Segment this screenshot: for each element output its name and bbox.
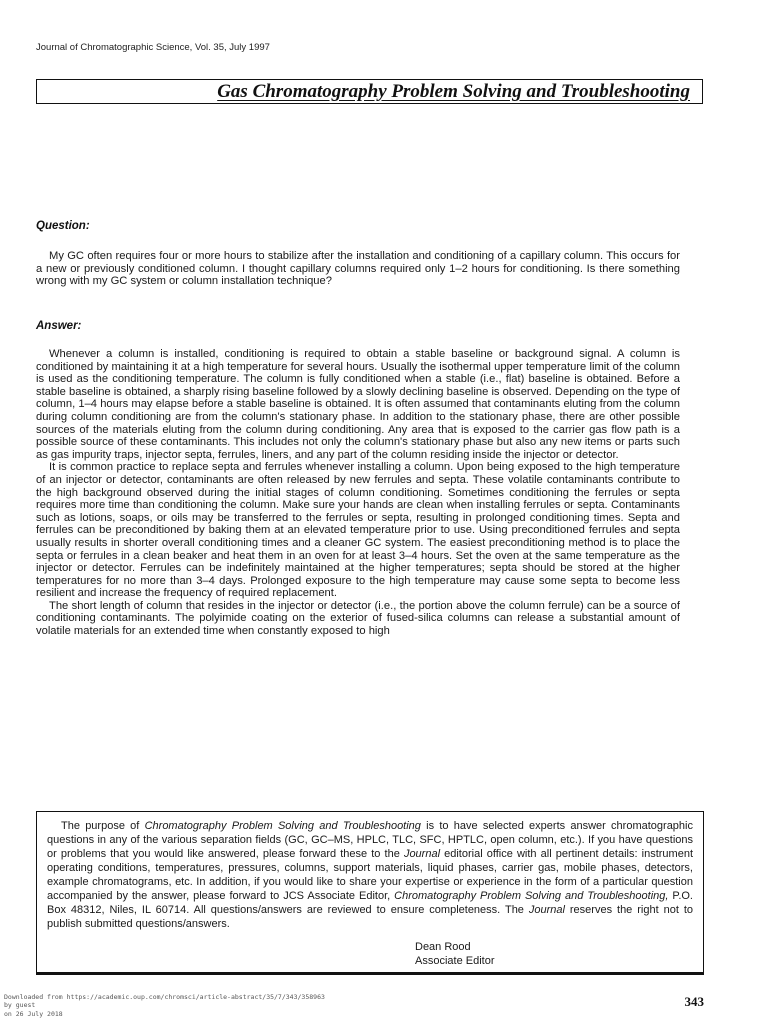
question-heading: Question: xyxy=(36,220,90,232)
answer-heading: Answer: xyxy=(36,320,82,332)
note-italic-segment: Chromatography Problem Solving and Troubleshooting xyxy=(144,820,421,832)
editor-name: Dean Rood xyxy=(415,941,471,953)
editorial-note-box xyxy=(36,811,704,975)
answer-paragraph-1: Whenever a column is installed, conditioning is required to obtain a stable baseline or background signal. A column is conditioned by maintaining it at a high temperature for several hours. Usually the isothermal upper temperature limit of the column is used as the conditioning temperature. The column is fully conditioned when a stable (i.e., flat) baseline is obtained. Before a stable baseline is obtained, a sharply rising baseline followed by a slowly declining baseline is observed. Depending on the type of column, 1–4 hours may elapse before a stable baseline is obtained. It is often assumed that contaminants eluting from the column during column conditioning are from the column's stationary phase. In addition to the stationary phase, there are other possible sources of the materials eluting from the column during conditioning. Any area that is exposed to the carrier gas flow path is a possible source of these contaminants. This includes not only the column's stationary phase but also any new items or parts such as gas impurity traps, injector septa, ferrules, liners, and any part of the column residing inside the injector or detector. xyxy=(36,348,680,461)
note-text-segment: P.O. Box 48312, Niles, IL 60714. All questions/answers are reviewed to ensure completeness. The xyxy=(47,890,693,916)
answer-paragraph-3: The short length of column that resides in the injector or detector (i.e., the portion above the column ferrule) can be a source of conditioning contaminants. The polyimide coating on the exterior of fused-silica columns can release a substantial amount of volatile materials for an extended time when constantly exposed to high xyxy=(36,599,680,638)
answer-body xyxy=(36,348,680,638)
page-number: 343 xyxy=(684,994,704,1009)
note-text-segment: reserves the right not to publish submitted questions/answers. xyxy=(47,904,693,930)
note-italic-segment: Chromatography Problem Solving and Troubleshooting, xyxy=(394,890,669,902)
article-title: Gas Chromatography Problem Solving and Troubleshooting xyxy=(217,81,690,102)
editorial-note-text xyxy=(47,819,693,931)
download-line: Downloaded from https://academic.oup.com/chromsci/article-abstract/35/7/343/358963 xyxy=(4,993,325,1001)
note-italic-segment: Journal xyxy=(528,904,565,916)
question-paragraph: My GC often requires four or more hours to stabilize after the installation and conditioning of a capillary column. This occurs for a new or previously conditioned column. I thought capillary columns required only 1–2 hours for conditioning. Is there something wrong with my GC system or column installation technique? xyxy=(36,250,680,288)
editor-title: Associate Editor xyxy=(415,955,495,967)
download-line: by guest xyxy=(4,1001,36,1010)
question-body xyxy=(36,250,680,288)
title-box xyxy=(36,79,703,104)
journal-header: Journal of Chromatographic Science, Vol. 35, July 1997 xyxy=(36,42,270,53)
answer-paragraph-2: It is common practice to replace septa and ferrules whenever installing a column. Upon being exposed to the high temperature of an injector or detector, contaminants are often released by new ferrules and septa. These volatile contaminants contribute to the high background observed during the initial stages of column conditioning. Sometimes conditioning the ferrules or septa requires more time than conditioning the column. Make sure your hands are clean when installing ferrules or septa. Contaminants such as lotions, soaps, or oils may be transferred to the ferrules or septa, resulting in prolonged conditioning times. Septa and ferrules can be preconditioned by baking them at an elevated temperature prior to use. Using preconditioned ferrules and septa usually results in shorter overall conditioning times and a cleaner GC system. The easiest preconditioning method is to place the septa or ferrules in a clean beaker and heat them in an oven for at least 3–4 hours. Set the oven at the same temperature as the injector or detector. Ferrules can be indefinitely maintained at the higher temperatures; septa should be stored at the higher temperatures for no more than 3–4 days. Prolonged exposure to the high temperature may cause some septa to become less resilient and increase the frequency of required replacement. xyxy=(36,461,680,600)
note-text-segment: editorial office with all pertinent details: instrument operating conditions, temperatures, pressures, columns, support materials, liquid phases, carrier gas, mobile phases, detectors, example chromatograms, etc. In addition, if you would like to share your expertise or experience in the form of a particular question accompanied by the answer, please forward to JCS Associate Editor, xyxy=(47,848,694,902)
download-notice xyxy=(4,993,325,1018)
download-line: on 26 July 2018 xyxy=(4,1009,63,1018)
editor-signature xyxy=(415,940,494,968)
editorial-note-paragraph xyxy=(47,819,693,931)
note-italic-segment: Journal xyxy=(403,848,441,860)
note-text-segment: The purpose of xyxy=(61,820,145,832)
note-text-segment: is to have selected experts answer chromatographic questions in any of the various separation fields (GC, GC–MS, HPLC, TLC, SFC, HPTLC, open column, etc.). If you have questions or problems that you would like answered, please forward these to the xyxy=(47,820,693,860)
